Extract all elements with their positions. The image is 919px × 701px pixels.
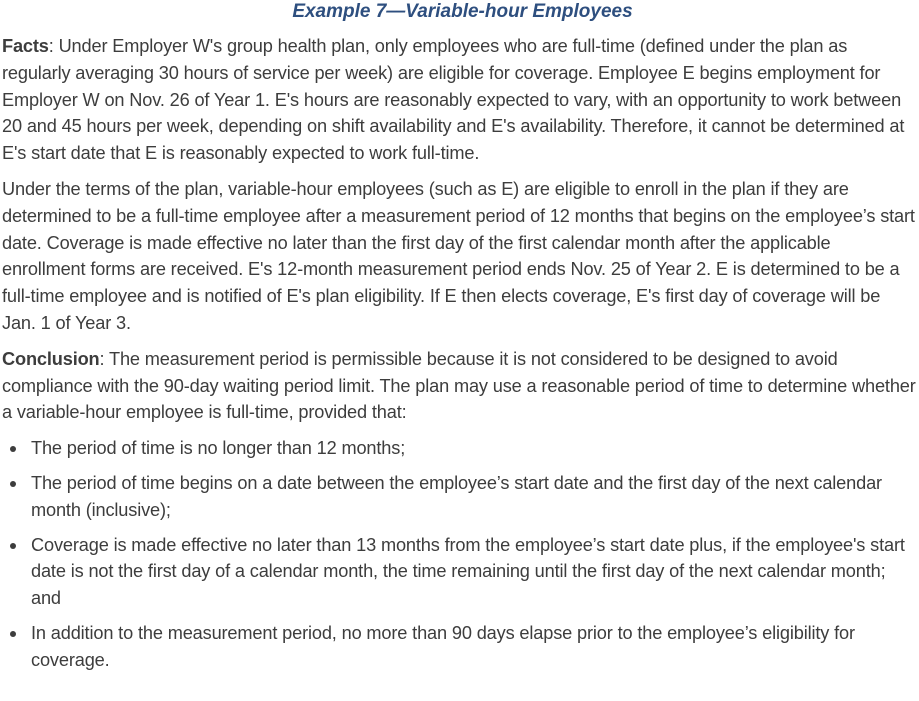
bullet-icon [10,481,16,487]
conclusion-label: Conclusion [2,348,100,369]
document [2,0,917,682]
list-item-text: The period of time is no longer than 12 months; [31,438,406,459]
list-item [2,435,917,462]
list-item-text: Coverage is made effective no later than 13 months from the employee’s start date plus, if the employee's start date is not the first day of a calendar month, the time remaining until the first day of the next calendar month; and [31,534,905,609]
list-item-text: The period of time begins on a date between the employee’s start date and the first day of the next calendar month (inclusive); [31,472,882,520]
bullet-icon [10,446,16,452]
conclusion-paragraph [2,346,917,426]
facts-label: Facts [2,36,49,56]
example-title: Example 7—Variable-hour Employees [292,1,633,22]
facts-text: : Under Employer W's group health plan, only employees who are full-time (defined under the plan as regularly averaging 30 hours of service per week) are eligible for coverage. Employee E begins employment for Employer W on Nov. 26 of Year 1. E's hours are reasonably expected to vary, with an opportunity to work between 20 and 45 hours per week, depending on shift availability and E's availability. Therefore, it cannot be determined at E's start date that E is reasonably expected to work full-time. [2,36,905,164]
conclusion-text: : The measurement period is permissible because it is not considered to be designed to avoid compliance with the 90-day waiting period limit. The plan may use a reasonable period of time to determine whether a variable-hour employee is full-time, provided that: [2,348,916,423]
bullet-icon [10,543,16,549]
bullet-icon [10,631,16,637]
facts-paragraph [2,33,917,167]
plan-terms-paragraph: Under the terms of the plan, variable-hour employees (such as E) are eligible to enroll in the plan if they are determined to be a full-time employee after a measurement period of 12 months that begins on the employee’s start date. Coverage is made effective no later than the first day of the first calendar month after the applicable enrollment forms are received. E's 12-month measurement period ends Nov. 25 of Year 2. E is determined to be a full-time employee and is notified of E's plan eligibility. If E then elects coverage, E's first day of coverage will be Jan. 1 of Year 3. [2,178,915,333]
list-item [2,470,917,524]
conditions-list [2,435,917,673]
list-item [2,620,917,674]
list-item-text: In addition to the measurement period, no more than 90 days elapse prior to the employee’s eligibility for coverage. [31,622,855,670]
list-item [2,532,917,612]
